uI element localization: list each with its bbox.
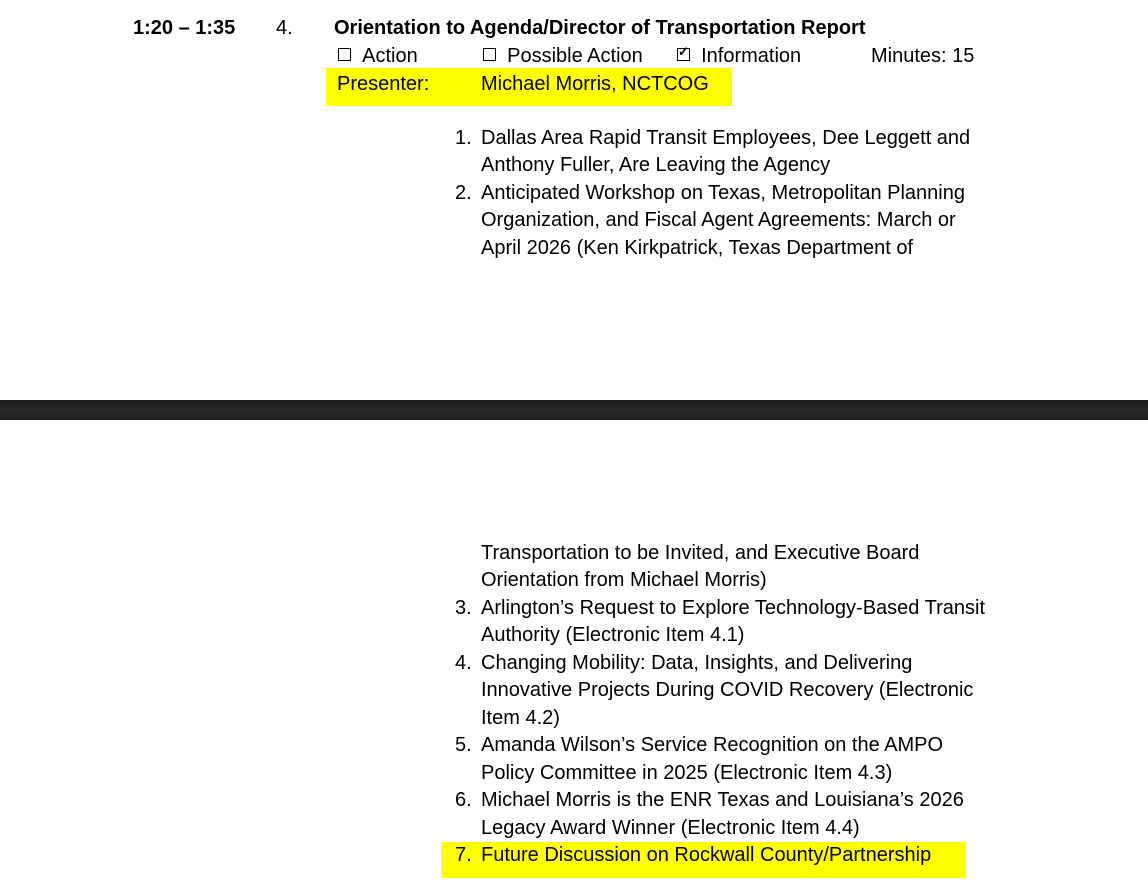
page-separator bbox=[0, 400, 1148, 420]
list-line: Michael Morris is the ENR Texas and Louisiana’s 2026 bbox=[481, 789, 964, 811]
checkbox-unchecked-icon bbox=[483, 48, 496, 61]
presenter-label: Presenter: bbox=[337, 73, 430, 95]
list-line: Dallas Area Rapid Transit Employees, Dee Leggett and bbox=[481, 127, 971, 149]
list-number: 1. bbox=[455, 127, 472, 149]
checkbox-checked-icon bbox=[677, 48, 690, 61]
list-line: Anticipated Workshop on Texas, Metropolitan Planning bbox=[481, 182, 965, 204]
list-line: Innovative Projects During COVID Recovery (Electronic bbox=[481, 679, 974, 701]
list-number: 3. bbox=[455, 597, 472, 619]
list-line: Policy Committee in 2025 (Electronic Item 4.3) bbox=[481, 762, 893, 784]
option-label: Information bbox=[701, 45, 802, 67]
option-information bbox=[677, 43, 801, 69]
list-number: 5. bbox=[455, 734, 472, 756]
agenda-number: 4. bbox=[276, 17, 293, 39]
list-number: 2. bbox=[455, 182, 472, 204]
presenter-name: Michael Morris, NCTCOG bbox=[481, 73, 709, 95]
agenda-time: 1:20 – 1:35 bbox=[133, 17, 236, 39]
option-action bbox=[338, 43, 418, 69]
list-number: 6. bbox=[455, 789, 472, 811]
list-line: Item 4.2) bbox=[481, 707, 560, 729]
agenda-title: Orientation to Agenda/Director of Transportation Report bbox=[334, 17, 866, 39]
option-possible-action bbox=[483, 43, 643, 69]
checkbox-unchecked-icon bbox=[338, 48, 351, 61]
list-line: Future Discussion on Rockwall County/Partnership bbox=[481, 844, 932, 866]
list-line: April 2026 (Ken Kirkpatrick, Texas Department of bbox=[481, 237, 914, 259]
list-number: 4. bbox=[455, 652, 472, 674]
list-line: Legacy Award Winner (Electronic Item 4.4) bbox=[481, 817, 860, 839]
option-label: Possible Action bbox=[507, 45, 643, 67]
list-line: Orientation from Michael Morris) bbox=[481, 569, 767, 591]
list-line: Amanda Wilson’s Service Recognition on the AMPO bbox=[481, 734, 944, 756]
list-line: Authority (Electronic Item 4.1) bbox=[481, 624, 745, 646]
list-number: 7. bbox=[455, 844, 472, 866]
option-label: Action bbox=[362, 45, 418, 67]
list-line: Arlington’s Request to Explore Technology-Based Transit bbox=[481, 597, 985, 619]
list-line: Anthony Fuller, Are Leaving the Agency bbox=[481, 154, 831, 176]
minutes: Minutes: 15 bbox=[871, 45, 975, 67]
list-line: Organization, and Fiscal Agent Agreements: March or bbox=[481, 209, 956, 231]
list-line: Changing Mobility: Data, Insights, and Delivering bbox=[481, 652, 913, 674]
list-line: Transportation to be Invited, and Executive Board bbox=[481, 542, 920, 564]
